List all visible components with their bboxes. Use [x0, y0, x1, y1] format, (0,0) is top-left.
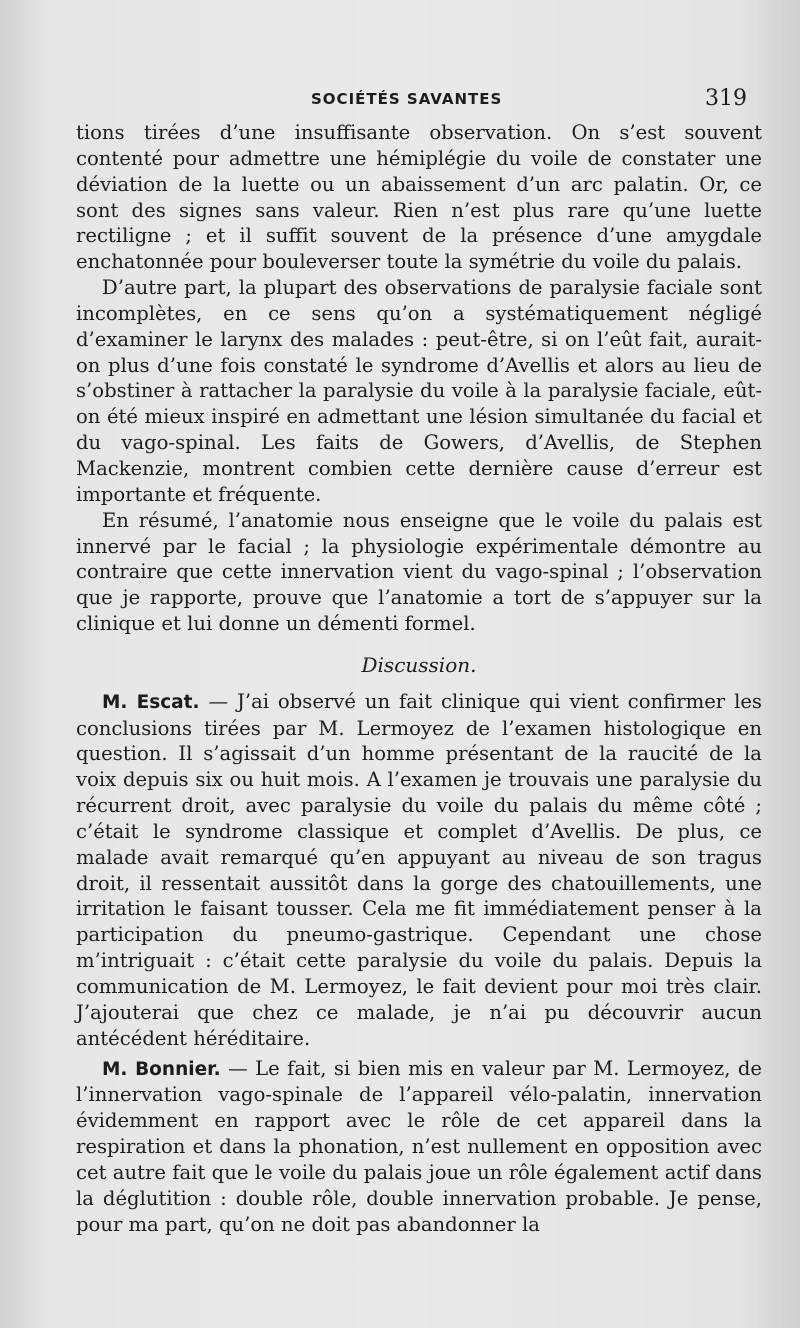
paragraph-bonnier [76, 1056, 762, 1238]
speaker-bonnier: M. Bonnier. [102, 1058, 221, 1080]
running-header [0, 86, 800, 116]
paragraph-summary: En résumé, l’anatomie nous enseigne que le voile du palais est innervé par le facial ; la physiologie expérimentale démontre au contraire que cette innervation vient du vago-spinal ; l’observation que je rapporte, prouve que l’anatomie a tort de s’appuyer sur la clinique et lui donne un démenti formel. [76, 508, 762, 636]
discussion-heading: Discussion. [361, 652, 477, 677]
escat-remarks: — J’ai observé un fait clinique qui vient confirmer les conclusions tirées par M. Lermoyez de l’examen histologique en question. Il s’agissait d’un homme présentant de la raucité de la voix depuis six ou huit mois. A l’examen je trouvais une paralysie du récurrent droit, avec paralysie du voile du palais du même côté ; c’était le syndrome classique et complet d’Avellis. De plus, ce malade avait remarqué qu’en appuyant au niveau de son tragus droit, il ressentait aussitôt dans la gorge des chatouillements, une irritation le faisant tousser. Cela me fit immédiatement penser à la participation du pneumo-gastrique. Cependant une chose m’intriguait : c’était cette paralysie du voile du palais. Depuis la communication de M. Lermoyez, le fait devient pour moi très clair. J’ajouterai que chez ce malade, je n’ai pu découvrir aucun antécédent héréditaire. [76, 689, 762, 1050]
paragraph-facial-paralysis: D’autre part, la plupart des observations de paralysie faciale sont incomplètes, en ce sens qu’on a systématiquement négligé d’examiner le larynx des malades : peut-être, si on l’eût fait, aurait-on plus d’une fois constaté le syndrome d’Avellis et alors au lieu de s’obstiner à rattacher la paralysie du voile à la paralysie faciale, eût-on été mieux inspiré en admettant une lésion simultanée du facial et du vago-spinal. Les faits de Gowers, d’Avellis, de Stephen Mackenzie, montrent combien cette dernière cause d’erreur est importante et fréquente. [76, 276, 762, 506]
paragraph-escat [76, 689, 762, 1052]
header-title: SOCIÉTÉS SAVANTES [311, 90, 503, 108]
body-text [76, 120, 762, 1237]
paragraph-continuation: tions tirées d’une insuffisante observation. On s’est souvent contenté pour admettre une hémiplégie du voile de constater une déviation de la luette ou un abaissement d’un arc palatin. Or, ce sont des signes sans valeur. Rien n’est plus rare qu’une luette rectiligne ; et il suffit souvent de la présence d’une amygdale enchatonnée pour bouleverser toute la symétrie du voile du palais. [76, 121, 762, 274]
page-number: 319 [705, 86, 747, 111]
bonnier-remarks: — Le fait, si bien mis en valeur par M. Lermoyez, de l’innervation vago-spinale de l’appareil vélo-palatin, innervation évidemment en rapport avec le rôle de cet appareil dans la respiration et dans la phonation, n’est nullement en opposition avec cet autre fait que le voile du palais joue un rôle également actif dans la déglutition : double rôle, double innervation probable. Je pense, pour ma part, qu’on ne doit pas abandonner la [76, 1056, 762, 1236]
speaker-escat: M. Escat. [102, 691, 200, 713]
